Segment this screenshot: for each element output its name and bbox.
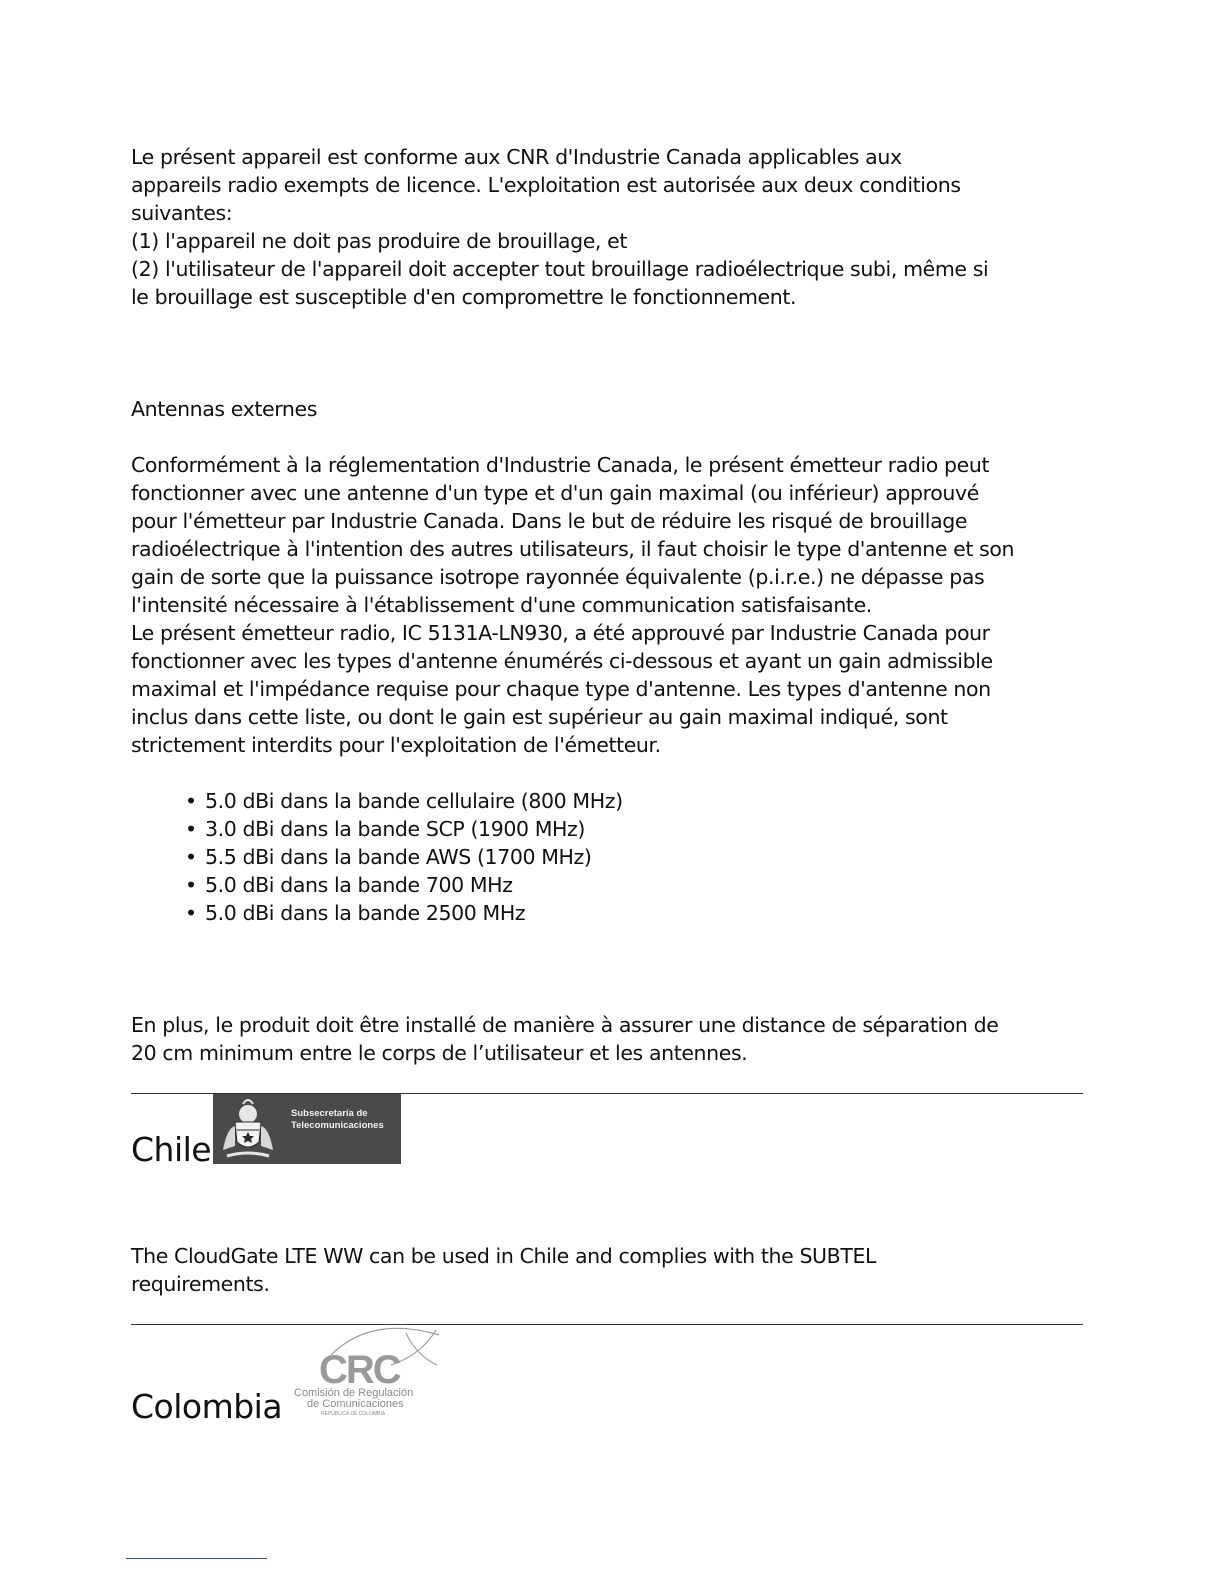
crc-logo-line1: Comisión de Regulación bbox=[294, 1387, 414, 1399]
crc-logo-line2: de Comunicaciones bbox=[307, 1398, 404, 1410]
list-item: • 5.0 dBi dans la bande 700 MHz bbox=[205, 871, 1083, 899]
chile-title: Chile bbox=[131, 1130, 212, 1169]
crc-logo bbox=[291, 1325, 441, 1425]
ic-compliance-paragraph: Le présent appareil est conforme aux CNR d'Industrie Canada applicables aux appareils radio exempts de licence. L'exploitation est autorisée aux deux conditions suivantes: (1) l'appareil ne doit pas produire de brouillage, et (2) l'utilisateur de l'appareil doit accepter tout brouillage radioélectrique subi, même si le brouillage est susceptible d'en compromettre le fonctionnement. bbox=[131, 145, 989, 309]
external-antennas-heading: Antennas externes bbox=[131, 397, 317, 421]
chile-compliance-paragraph: The CloudGate LTE WW can be used in Chile and complies with the SUBTEL requirements. bbox=[131, 1244, 877, 1296]
separation-distance-paragraph: En plus, le produit doit être installé de manière à assurer une distance de séparation de 20 cm minimum entre le corps de l’utilisateur et les antennes. bbox=[131, 1013, 999, 1065]
chile-coat-of-arms-icon bbox=[213, 1094, 283, 1164]
antenna-gain-list bbox=[131, 787, 1083, 927]
colombia-title: Colombia bbox=[131, 1387, 283, 1426]
list-item: • 5.0 dBi dans la bande 2500 MHz bbox=[205, 899, 1083, 927]
document-page bbox=[131, 143, 1083, 1435]
subtel-logo-text: Subsecretaría de Telecomunicaciones bbox=[291, 1108, 384, 1131]
chile-section-header bbox=[131, 1094, 1083, 1204]
list-item: • 5.5 dBi dans la bande AWS (1700 MHz) bbox=[205, 843, 1083, 871]
list-item: • 5.0 dBi dans la bande cellulaire (800 MHz) bbox=[205, 787, 1083, 815]
subtel-logo bbox=[213, 1094, 401, 1164]
footnote-separator bbox=[126, 1558, 267, 1559]
list-item: • 3.0 dBi dans la bande SCP (1900 MHz) bbox=[205, 815, 1083, 843]
antenna-regulation-paragraph: Conformément à la réglementation d'Industrie Canada, le présent émetteur radio peut fonctionner avec une antenne d'un type et d'un gain maximal (ou inférieur) approuvé pour l'émetteur par Industrie Canada. Dans le but de réduire les risqué de brouillage radioélectrique à l'intention des autres utilisateurs, il faut choisir le type d'antenne et son gain de sorte que la puissance isotrope rayonnée équivalente (p.i.r.e.) ne dépasse pas l'intensité nécessaire à l'établissement d'une communication satisfaisante. Le présent émetteur radio, IC 5131A-LN930, a été approuvé par Industrie Canada pour fonctionner avec les types d'antenne énumérés ci-dessous et ayant un gain admissible maximal et l'impédance requise pour chaque type d'antenne. Les types d'antenne non inclus dans cette liste, ou dont le gain est supérieur au gain maximal indiqué, sont strictement interdits pour l'exploitation de l'émetteur. bbox=[131, 453, 1015, 757]
crc-logo-abbr: CRC bbox=[319, 1348, 400, 1392]
colombia-section-header bbox=[131, 1325, 1083, 1435]
crc-logo-line3: REPÚBLICA DE COLOMBIA bbox=[321, 1411, 386, 1417]
